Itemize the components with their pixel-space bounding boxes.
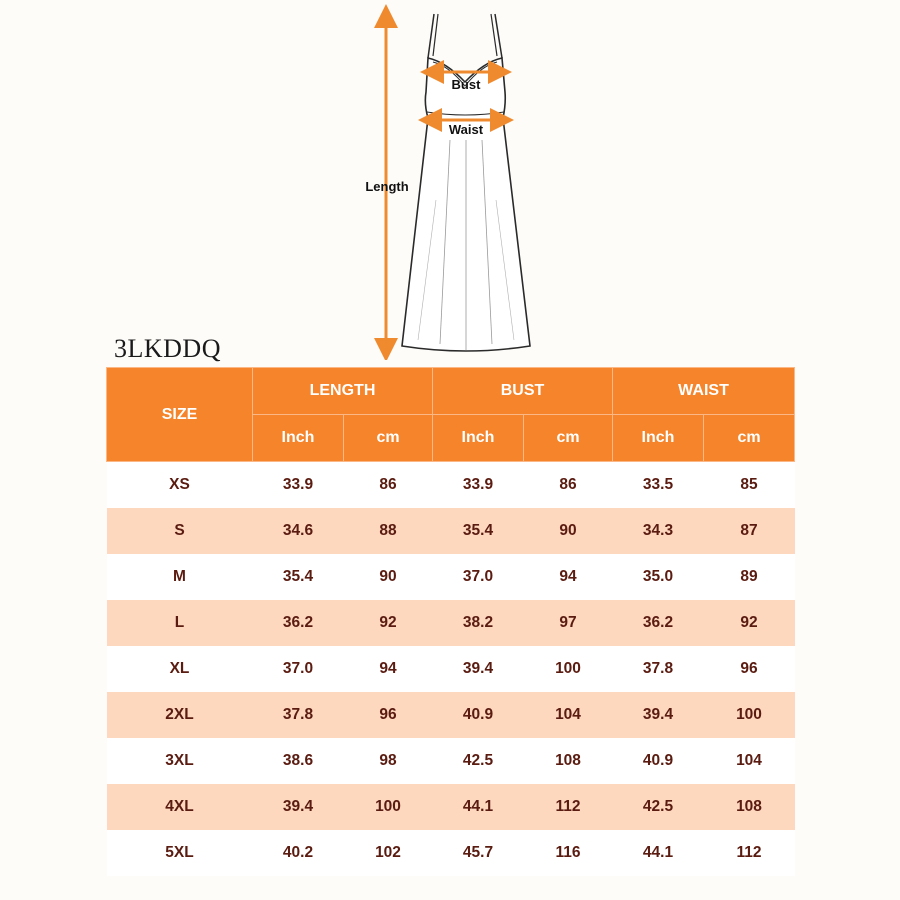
- bust-inch-cell: 39.4: [433, 646, 524, 692]
- bust-cm-cell: 97: [524, 600, 613, 646]
- table-row: [107, 738, 795, 784]
- bust-inch-cell: 40.9: [433, 692, 524, 738]
- waist-inch-cell: 33.5: [613, 462, 704, 509]
- waist-inch-cell: 34.3: [613, 508, 704, 554]
- length-inch-cell: 38.6: [253, 738, 344, 784]
- waist-inch-cell: 35.0: [613, 554, 704, 600]
- length-inch-cell: 39.4: [253, 784, 344, 830]
- size-cell: S: [107, 508, 253, 554]
- header-size: SIZE: [107, 368, 253, 462]
- table-row: [107, 646, 795, 692]
- bust-inch-cell: 35.4: [433, 508, 524, 554]
- length-inch-cell: 36.2: [253, 600, 344, 646]
- size-cell: XL: [107, 646, 253, 692]
- length-inch-cell: 37.0: [253, 646, 344, 692]
- waist-label: Waist: [448, 122, 484, 137]
- bust-cm-cell: 112: [524, 784, 613, 830]
- waist-cm-cell: 85: [704, 462, 795, 509]
- size-cell: XS: [107, 462, 253, 509]
- bust-cm-cell: 90: [524, 508, 613, 554]
- bust-inch-cell: 45.7: [433, 830, 524, 876]
- bust-inch-cell: 42.5: [433, 738, 524, 784]
- waist-cm-cell: 89: [704, 554, 795, 600]
- waist-cm-cell: 112: [704, 830, 795, 876]
- header-waist-cm: cm: [704, 415, 795, 462]
- dress-measurement-diagram: [0, 0, 900, 360]
- length-cm-cell: 98: [344, 738, 433, 784]
- product-code: 3LKDDQ: [114, 334, 221, 363]
- length-cm-cell: 90: [344, 554, 433, 600]
- size-chart: [106, 367, 794, 876]
- waist-cm-cell: 100: [704, 692, 795, 738]
- waist-inch-cell: 37.8: [613, 646, 704, 692]
- bust-cm-cell: 104: [524, 692, 613, 738]
- length-cm-cell: 92: [344, 600, 433, 646]
- waist-cm-cell: 92: [704, 600, 795, 646]
- header-bust-inch: Inch: [433, 415, 524, 462]
- waist-cm-cell: 87: [704, 508, 795, 554]
- header-length-inch: Inch: [253, 415, 344, 462]
- length-cm-cell: 88: [344, 508, 433, 554]
- waist-inch-cell: 40.9: [613, 738, 704, 784]
- bust-inch-cell: 33.9: [433, 462, 524, 509]
- length-inch-cell: 37.8: [253, 692, 344, 738]
- length-inch-cell: 33.9: [253, 462, 344, 509]
- length-cm-cell: 100: [344, 784, 433, 830]
- table-row: [107, 462, 795, 509]
- bust-inch-cell: 37.0: [433, 554, 524, 600]
- table-row: [107, 784, 795, 830]
- bust-cm-cell: 100: [524, 646, 613, 692]
- length-cm-cell: 96: [344, 692, 433, 738]
- waist-inch-cell: 42.5: [613, 784, 704, 830]
- header-length: LENGTH: [253, 368, 433, 415]
- size-cell: 2XL: [107, 692, 253, 738]
- length-cm-cell: 94: [344, 646, 433, 692]
- size-cell: 3XL: [107, 738, 253, 784]
- table-row: [107, 554, 795, 600]
- size-cell: M: [107, 554, 253, 600]
- length-inch-cell: 35.4: [253, 554, 344, 600]
- waist-inch-cell: 44.1: [613, 830, 704, 876]
- length-cm-cell: 86: [344, 462, 433, 509]
- length-label: Length: [365, 179, 409, 194]
- length-cm-cell: 102: [344, 830, 433, 876]
- table-row: [107, 600, 795, 646]
- header-bust-cm: cm: [524, 415, 613, 462]
- header-waist: WAIST: [613, 368, 795, 415]
- waist-inch-cell: 39.4: [613, 692, 704, 738]
- size-cell: 5XL: [107, 830, 253, 876]
- length-inch-cell: 40.2: [253, 830, 344, 876]
- bust-label: Bust: [451, 77, 481, 92]
- header-length-cm: cm: [344, 415, 433, 462]
- bust-cm-cell: 108: [524, 738, 613, 784]
- table-row: [107, 508, 795, 554]
- length-inch-cell: 34.6: [253, 508, 344, 554]
- size-cell: L: [107, 600, 253, 646]
- bust-inch-cell: 44.1: [433, 784, 524, 830]
- bust-inch-cell: 38.2: [433, 600, 524, 646]
- bust-cm-cell: 86: [524, 462, 613, 509]
- header-waist-inch: Inch: [613, 415, 704, 462]
- size-chart-table: [106, 367, 795, 876]
- size-cell: 4XL: [107, 784, 253, 830]
- waist-cm-cell: 96: [704, 646, 795, 692]
- waist-cm-cell: 104: [704, 738, 795, 784]
- table-row: [107, 830, 795, 876]
- header-bust: BUST: [433, 368, 613, 415]
- bust-cm-cell: 116: [524, 830, 613, 876]
- waist-cm-cell: 108: [704, 784, 795, 830]
- waist-inch-cell: 36.2: [613, 600, 704, 646]
- bust-cm-cell: 94: [524, 554, 613, 600]
- table-row: [107, 692, 795, 738]
